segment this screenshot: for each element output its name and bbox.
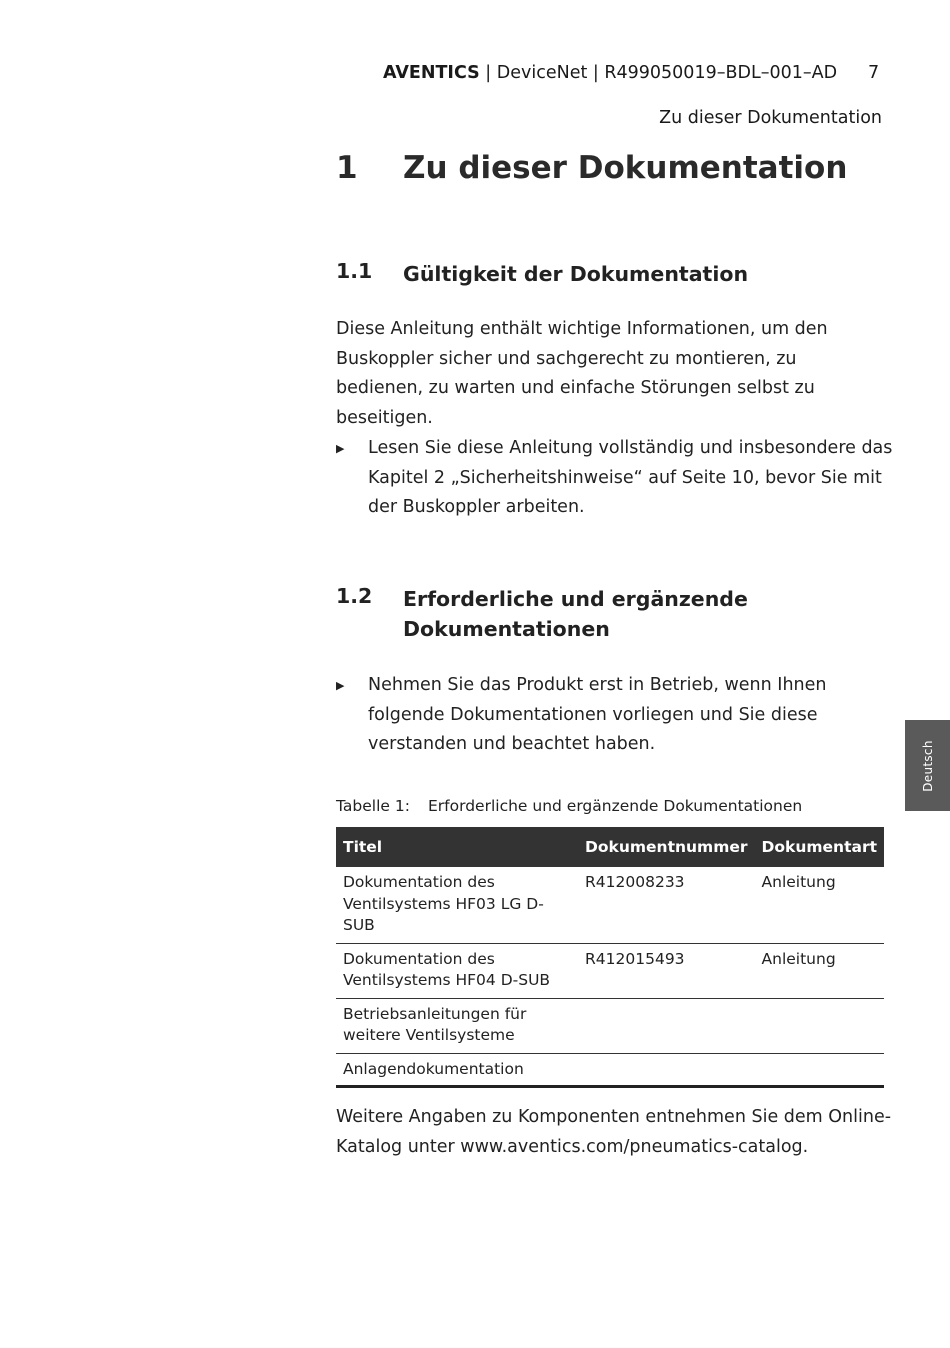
cell-title-line: Ventilsystems HF03 LG D-SUB (343, 894, 544, 934)
document-id: | DeviceNet | R499050019–BDL–001–AD (479, 63, 838, 83)
language-label: Deutsch (920, 739, 935, 792)
cell-title-line: weitere Ventilsysteme (343, 1026, 515, 1044)
cell-doc-type (755, 998, 884, 1053)
cell-title (336, 943, 578, 998)
table-row (336, 943, 884, 998)
document-header (383, 63, 837, 83)
cell-title-line: Dokumentation des (343, 949, 495, 968)
section-1-2-bullet (336, 671, 896, 761)
footer-paragraph: Weitere Angaben zu Komponenten entnehmen Sie dem Online-Katalog unter www.aventics.com/pneumatics-catalog. (336, 1107, 892, 1157)
running-title: Zu dieser Dokumentation (659, 108, 882, 128)
documentation-table (336, 827, 884, 1088)
cell-doc-type: Anleitung (755, 867, 884, 943)
section-1-1-number: 1.1 (336, 259, 373, 283)
table-caption-label: Tabelle 1: (336, 797, 410, 815)
table-caption (336, 797, 802, 815)
cell-title-line: Ventilsystems HF04 D-SUB (343, 971, 551, 989)
cell-doc-number (578, 998, 755, 1053)
section-1-2-title-line1: Erforderliche und ergänzende (403, 587, 748, 611)
cell-title-line: Betriebsanleitungen für (343, 1004, 527, 1023)
cell-title (336, 998, 578, 1053)
cell-title (336, 867, 578, 943)
column-header-title: Titel (336, 827, 578, 867)
bullet-text: Nehmen Sie das Produkt erst in Betrieb, wenn Ihnen folgende Dokumentationen vorliegen und Sie diese verstanden und beachtet haben. (368, 675, 827, 754)
table-row (336, 867, 884, 943)
table-header-row (336, 827, 884, 867)
cell-title-line: Anlagendokumentation (343, 1059, 524, 1078)
bullet-text: Lesen Sie diese Anleitung vollständig und insbesondere das Kapitel 2 „Sicherheitshinweise“ auf Seite 10, bevor Sie mit der Buskoppler arbeiten. (368, 438, 893, 517)
bullet-arrow-icon: ▶ (336, 442, 345, 455)
column-header-doc-number: Dokumentnummer (578, 827, 755, 867)
language-side-tab (905, 720, 950, 811)
cell-doc-number (578, 1053, 755, 1087)
section-1-1-bullet (336, 434, 896, 524)
cell-title-line: Dokumentation des (343, 873, 495, 891)
cell-doc-number: R412015493 (578, 943, 755, 998)
chapter-number: 1 (336, 150, 358, 186)
cell-doc-type: Anleitung (755, 943, 884, 998)
cell-title (336, 1053, 578, 1087)
page-number: 7 (868, 63, 880, 83)
table-row (336, 1053, 884, 1087)
table-caption-text: Erforderliche und ergänzende Dokumentationen (428, 797, 803, 815)
section-1-1-paragraph: Diese Anleitung enthält wichtige Informationen, um den Buskoppler sicher und sachgerecht zu montieren, zu bedienen, zu warten und einfache Störungen selbst zu beseitigen. (336, 319, 828, 428)
brand-name: AVENTICS (383, 63, 480, 83)
column-header-doc-type: Dokumentart (755, 827, 884, 867)
section-1-2-number: 1.2 (336, 584, 373, 608)
table-row (336, 998, 884, 1053)
bullet-arrow-icon: ▶ (336, 679, 345, 692)
cell-doc-type (755, 1053, 884, 1087)
section-1-2-title (403, 584, 748, 644)
chapter-title: Zu dieser Dokumentation (403, 150, 848, 186)
cell-doc-number: R412008233 (578, 867, 755, 943)
section-1-1-title: Gültigkeit der Dokumentation (403, 262, 749, 286)
section-1-2-title-line2: Dokumentationen (403, 617, 610, 641)
